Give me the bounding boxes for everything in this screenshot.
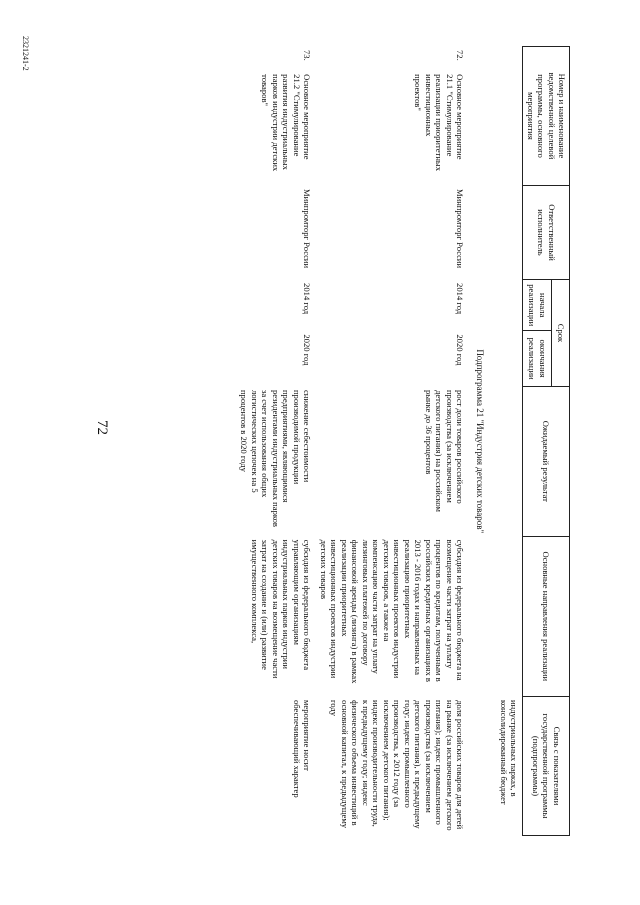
header-program-name: Номер и наименование ведомственной целевой программы, основного мероприятия <box>523 47 570 186</box>
header-term: Срок <box>552 280 570 387</box>
program-table <box>236 46 570 836</box>
end-cell: 2020 год <box>302 334 313 366</box>
row-number: 73. <box>302 50 313 61</box>
start-cell: 2014 год <box>302 283 313 315</box>
program-name: Основное мероприятие 21.1 "Стимулирование реализации приоритетных инвестиционных проектов" <box>413 74 466 171</box>
start-cell: 2014 год <box>455 283 466 315</box>
row-number: 72. <box>455 50 466 61</box>
header-indicators: Связь с показателями государственной программы (подпрограммы) <box>523 696 570 835</box>
table-row <box>315 47 468 836</box>
directions-cell: субсидия из федерального бюджета на возмещение части затрат на уплату процентов по кредитам, полученным в российских кредитных организациях в 2013 - 2016 годах и направленных на реализацию приоритетных инвестиционных проектов индустрии детских товаров, а также на компенсацию части затрат на уплату лизинговых платежей по договору финансовой аренды (лизинга) в рамках реализации приоритетных инвестиционных проектов индустрии детских товаров <box>318 539 466 684</box>
directions-cell: субсидия из федерального бюджета управляющим организациям индустриальных парков индустрии детских товаров на возмещение части затрат на создание и (или) развитие имущественного комплекса, <box>249 539 313 679</box>
document-code: 2321241-2 <box>21 36 30 71</box>
subprogram-row <box>468 47 495 836</box>
header-start: начала реализации <box>523 280 552 331</box>
carryover-row <box>495 47 522 836</box>
indicators-cell: мероприятие носит обеспечивающий характер <box>291 699 313 798</box>
subprogram-title: Подпрограмма 21 "Индустрия детских товаров" <box>475 349 486 534</box>
program-cell <box>315 47 468 186</box>
header-end: окончания реализации <box>523 331 552 387</box>
executor-cell: Минпромторг России <box>302 188 313 269</box>
executor-cell: Минпромторг России <box>455 188 466 269</box>
end-cell: 2020 год <box>455 334 466 366</box>
table-row <box>236 47 315 836</box>
page-number: 72 <box>94 420 110 435</box>
result-cell: рост доли товаров российского производства (за исключением детского питания) на российском рынке до 36 процентов <box>423 389 466 512</box>
carryover-text: индустриальных парках, в консолидированный бюджет <box>498 699 520 805</box>
indicators-cell: доля российских товаров для детей на рынке (за исключением детского питания); индекс промышленного производства (за исключением детского питания), к предыдущему году; индекс промышленного производства, к 2012 году (за исключением детского питания); индекс производительности труда, к предыдущему году; индекс физического объема инвестиций в основной капитал, к предыдущему году <box>329 699 466 831</box>
header-expected-result: Ожидаемый результат <box>523 386 570 536</box>
program-cell <box>236 47 315 186</box>
program-name: Основное мероприятие 21.2 "Стимулирование развития индустриальных парков индустрии детских товаров" <box>260 74 313 172</box>
result-cell: снижение себестоимости производимой продукции предприятиями, являющимися резидентами индустриальных парков за счет использования общих логистических цепочек на 5 процентов в 2020 году <box>239 389 313 527</box>
header-executor: Ответственный исполнитель <box>523 185 570 279</box>
rotated-landscape-sheet <box>21 36 570 840</box>
header-directions: Основные направления реализации <box>523 536 570 696</box>
